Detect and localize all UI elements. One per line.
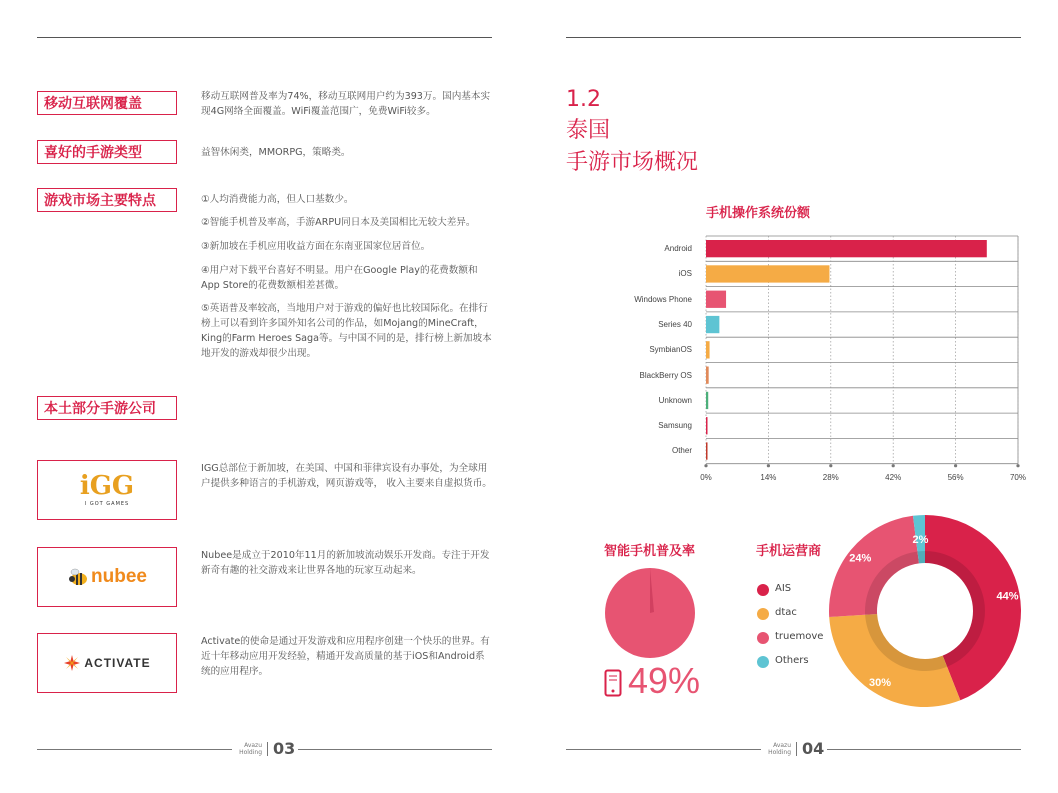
os-x-tick-label: 56% [947,473,964,482]
smartphone-chart-title: 智能手机普及率 [604,544,696,559]
os-x-tick-label: 14% [760,473,777,482]
page-number-left: 03 [273,739,296,758]
smartphone-penetration-value: 49% [628,660,701,701]
feature-point-3: ③新加坡在手机应用收益方面在东南亚国家位居首位。 [201,241,431,252]
legend-label-others: Others [775,655,809,666]
os-category-label: BlackBerry OS [639,370,692,380]
legend-label-dtac: dtac [775,607,797,618]
carrier-chart-title: 手机运营商 [756,544,822,559]
donut-value-label: 2% [912,534,929,547]
footer-brand-line2-right: Holding [768,749,791,756]
footer-brand-line1: Avazu [244,742,262,749]
page-title: 手游市场概况 [566,150,699,175]
legend-label-ais: AIS [775,583,792,594]
os-category-label: Samsung [658,421,692,431]
igg-logo-sub: I GOT GAMES [84,501,130,507]
company-text-activate: Activate的使命是通过开发游戏和应用程序创建一个快乐的世界。有近十年移动应用开发经验，精通开发高质量的基于iOS和Android系统的应用程序。 [201,636,490,677]
section-text-mobile-internet: 移动互联网普及率为74%，移动互联网用户约为393万。国内基本实现4G网络全面覆盖。WiFi覆盖范围广，免费WiFi较多。 [201,91,491,117]
igg-logo-text: iGG [79,471,135,501]
os-x-tick-label: 0% [700,473,712,482]
section-number: 1.2 [566,87,601,112]
os-category-label: Other [671,446,692,456]
donut-value-label: 30% [868,676,892,689]
company-text-nubee: Nubee是成立于2010年11月的新加坡流动娱乐开发商。专注于开发新奇有趣的社交游戏来让世界各地的玩家互动起来。 [201,550,490,576]
os-x-tick-label: 42% [885,473,902,482]
footer-brand-right [753,742,791,756]
os-category-label: SymbianOS [649,345,692,355]
footer-rule-right-b [827,749,1021,750]
section-text-game-types: 益智休闲类，MMORPG，策略类。 [201,147,351,158]
activate-logo-text: ACTIVATE [84,656,151,670]
donut-value-label: 24% [849,552,872,565]
footer-brand-line2: Holding [239,749,262,756]
os-x-tick-label: 70% [1009,473,1026,482]
os-category-label: iOS [678,269,692,279]
os-category-label: Android [664,244,692,253]
nubee-logo-text: nubee [91,566,147,587]
country-title: 泰国 [566,118,611,143]
feature-point-5: ⑤英语普及率较高，当地用户对于游戏的偏好也比较国际化。在排行榜上可以看到许多国外知名公司的作品，如Mojang的MineCraft，King的Farm Heroes Saga等。与中国不同的是，排行榜上新加坡本地开发的游戏却很少出现。 [201,303,492,359]
legend-label-truemove: truemove [775,631,824,642]
page-number-right: 04 [802,739,825,758]
feature-point-4: ④用户对下载平台喜好不明显。用户在Google Play的花费数额和App Store的花费数额相差甚微。 [201,265,478,291]
os-category-label: Windows Phone [634,294,692,304]
feature-point-1: ①人均消费能力高，但人口基数少。 [201,194,354,205]
footer-brand-line1-right: Avazu [773,742,791,749]
donut-value-label: 44% [996,590,1019,603]
os-chart-title: 手机操作系统份额 [706,206,811,221]
os-category-label: Unknown [658,395,692,405]
footer-separator-right [796,742,797,756]
section-label-local-companies: 本土部分手游公司 [37,396,177,420]
company-text-igg: IGG总部位于新加坡，在美国、中国和菲律宾设有办事处，为全球用户提供多种语言的手机游戏，网页游戏等， 收入主要来自虚拟货币。 [201,463,492,489]
feature-point-2: ②智能手机普及率高，手游ARPU同日本及美国相比无较大差异。 [201,217,476,228]
os-x-tick-label: 28% [822,473,839,482]
section-label-game-types: 喜好的手游类型 [37,140,177,164]
section-label-mobile-internet: 移动互联网覆盖 [37,91,177,115]
section-label-market-features: 游戏市场主要特点 [37,188,177,212]
footer-rule-right-a [566,749,761,750]
os-category-label: Series 40 [658,319,692,329]
